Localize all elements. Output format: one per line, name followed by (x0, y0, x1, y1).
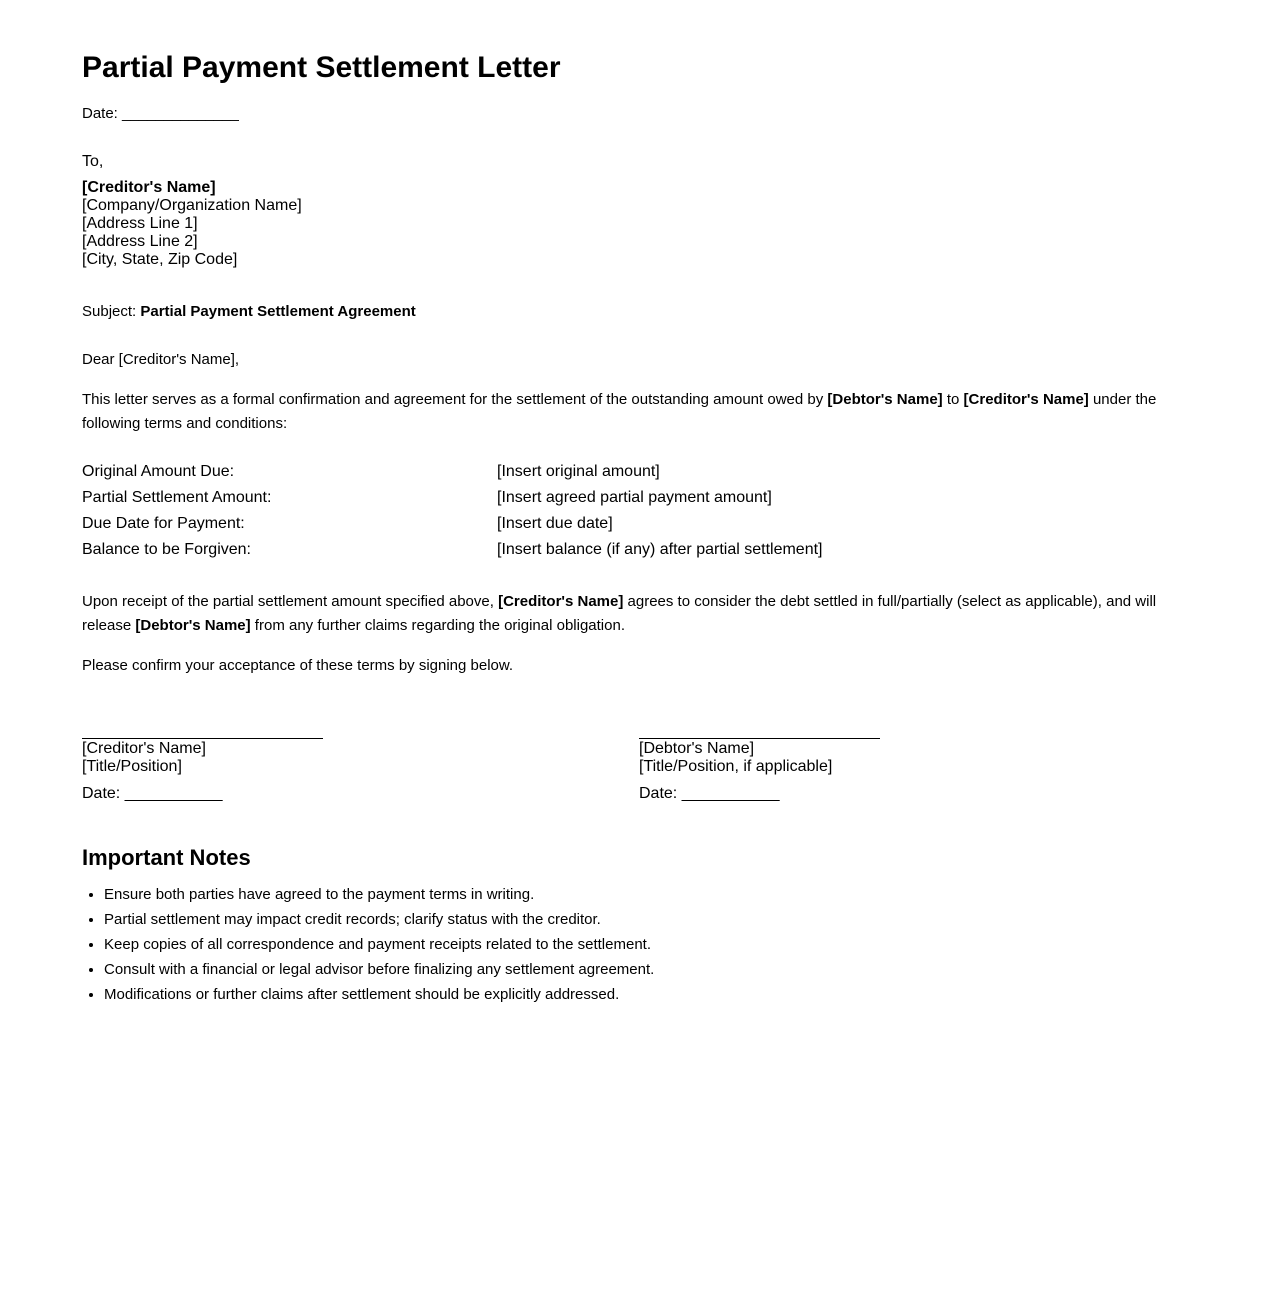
term-label: Due Date for Payment: (82, 515, 245, 532)
release-text-3: from any further claims regarding the original obligation. (250, 617, 625, 634)
creditor-signature-name: [Creditor's Name] (82, 740, 206, 757)
list-item: • Keep copies of all correspondence and payment receipts related to the settlement. (104, 932, 654, 957)
recipient-city: [City, State, Zip Code] (82, 251, 238, 268)
recipient-address (82, 179, 302, 269)
release-creditor-name: [Creditor's Name] (498, 593, 624, 610)
intro-text-3: under the following terms and conditions: (82, 391, 1157, 432)
term-label: Balance to be Forgiven: (82, 541, 251, 558)
confirm-text: Please confirm your acceptance of these terms by signing below. (82, 657, 514, 674)
date-line: Date: ______________ (82, 105, 239, 122)
list-item: • Partial settlement may impact credit records; clarify status with the creditor. (104, 907, 654, 932)
intro-debtor-name: [Debtor's Name] (827, 391, 943, 408)
term-value: [Insert due date] (497, 515, 613, 532)
to-line: To, (82, 153, 104, 170)
term-row (82, 486, 982, 512)
list-item: • Modifications or further claims after settlement should be explicitly addressed. (104, 982, 654, 1007)
term-value: [Insert balance (if any) after partial settlement] (497, 541, 823, 558)
subject-text: Partial Payment Settlement Agreement (140, 303, 416, 320)
intro-text-1: This letter serves as a formal confirmation and agreement for the settlement of the outstanding amount owed by (82, 391, 828, 408)
term-label: Original Amount Due: (82, 463, 235, 480)
subject-line (82, 302, 416, 322)
term-label: Partial Settlement Amount: (82, 489, 272, 506)
recipient-name: [Creditor's Name] (82, 179, 216, 196)
notes-heading: Important Notes (82, 845, 251, 870)
intro-creditor-name: [Creditor's Name] (963, 391, 1089, 408)
term-row (82, 460, 982, 486)
debtor-signature-block (639, 710, 959, 804)
signature-line (639, 738, 880, 739)
release-text-1: Upon receipt of the partial settlement amount specified above, (82, 593, 499, 610)
term-row (82, 512, 982, 538)
signature-line (82, 738, 323, 739)
release-paragraph (82, 590, 1177, 638)
release-debtor-name: [Debtor's Name] (135, 617, 251, 634)
creditor-signature-date: Date: ___________ (82, 785, 223, 802)
recipient-company: [Company/Organization Name] (82, 197, 302, 214)
intro-text-2: to (942, 391, 964, 408)
debtor-signature-name: [Debtor's Name] (639, 740, 755, 757)
list-item: • Consult with a financial or legal advisor before finalizing any settlement agreement. (104, 957, 654, 982)
list-item: • Ensure both parties have agreed to the payment terms in writing. (104, 882, 654, 907)
subject-label: Subject: (82, 303, 141, 320)
creditor-signature-title: [Title/Position] (82, 758, 182, 775)
release-text-2: agrees to consider the debt settled in full/partially (select as applicable), and will release (82, 593, 1157, 634)
term-row (82, 538, 982, 564)
recipient-address-line-1: [Address Line 1] (82, 215, 198, 232)
settlement-terms (82, 460, 982, 564)
creditor-signature-block (82, 710, 402, 804)
intro-paragraph (82, 388, 1177, 436)
notes-list (82, 882, 654, 1007)
term-value: [Insert agreed partial payment amount] (497, 489, 772, 506)
salutation: Dear [Creditor's Name], (82, 351, 240, 368)
term-value: [Insert original amount] (497, 463, 660, 480)
recipient-address-line-2: [Address Line 2] (82, 233, 198, 250)
document-title: Partial Payment Settlement Letter (82, 51, 561, 84)
debtor-signature-title: [Title/Position, if applicable] (639, 758, 833, 775)
debtor-signature-date: Date: ___________ (639, 785, 780, 802)
